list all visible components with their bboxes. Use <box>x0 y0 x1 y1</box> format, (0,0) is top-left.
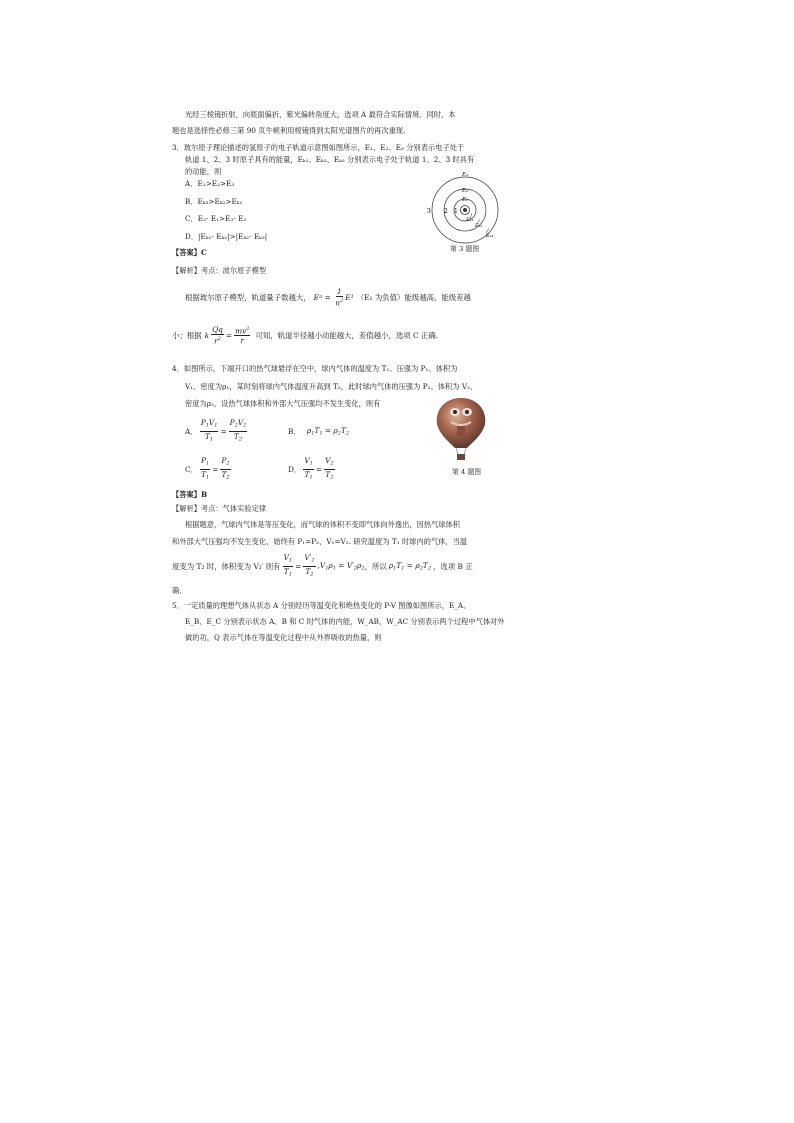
q3-analysis-2-post: 可知，轨道半径越小动能越大，差值越小，选项 C 正确. <box>255 330 439 340</box>
q4-option-b-label: B． <box>288 427 301 436</box>
q4-analysis-line-4: 确． <box>172 586 187 595</box>
intro-line-1: 光经三棱镜折射，向底面偏折，紫光偏转角度大，选项 A 最符合实际情境．同时，本 <box>185 110 456 119</box>
q3-option-d: D．|Eₖ₁- Eₖ₂|>|Eₖ₂- Eₖ₃| <box>185 232 268 241</box>
q3-stem-line-2: 轨道 1、2、3 时原子具有的能量，Eₖ₁、Eₖ₂、Eₖ₃ 分别表示电子处于轨道 1、2、3 时具有 <box>185 155 475 164</box>
label-e1: E₁ <box>462 197 469 203</box>
label-n3: 3 <box>427 208 431 215</box>
balloon-pupil-left <box>453 410 457 414</box>
q4-analysis-line-1: 根据题意，气球内气体是等压变化，而气球的体积不变即气体向外逸出，因热气球体积 <box>185 520 461 529</box>
q4-stem-line-3: 密度为ρ₂，设热气球体积和外部大气压强均不发生变化，则有 <box>185 399 381 408</box>
balloon-panel <box>457 426 465 436</box>
q4-figure-caption: 第 4 题图 <box>452 468 482 476</box>
q3-analysis-line-2 <box>172 325 438 345</box>
q3-stem-line-1: 3．玻尔原子理论描述的氢原子的电子轨道示意图如图所示，E₁、E₂、E₃ 分别表示电子处于 <box>172 143 465 152</box>
q3-analysis-line-1 <box>185 287 471 307</box>
q4-analysis-3-post: ，选项 B 正 <box>433 561 473 571</box>
q4-option-c: C． $\frac{P_1}{T_1}$ = $\frac{P_2}{T_2}$ <box>185 456 230 480</box>
q4-answer: 【答案】B <box>172 490 208 499</box>
q4-option-b: B． $\rho_1T_1 = \rho_2T_2$ <box>288 426 350 437</box>
q4-option-d-label: D． <box>288 464 302 474</box>
balloon-envelope <box>437 398 486 448</box>
q4-stem-line-1: 4．如图所示，下端开口的热气球悬浮在空中，球内气体的温度为 T₁、压强为 P₁、体积为 <box>172 364 458 373</box>
q3-option-a: A．E₁>E₂>E₃ <box>185 179 235 188</box>
q4-option-a: A． $\frac{P_1V_1}{T_1}$ = $\frac{P_2V_2}{T_2}$ <box>185 418 247 442</box>
label-ek3: Eₖ₃ <box>486 233 494 239</box>
q3-analysis-title: 【解析】考点：波尔原子模型 <box>172 266 267 275</box>
q3-analysis-2-pre: 小；根据 <box>172 330 202 340</box>
q4-option-d: D． $\frac{V_1}{T_1}$ = $\frac{V_2}{T_2}$ <box>288 456 334 480</box>
q4-analysis-line-3: 度变为 T₂ 时，体积变为 V₂′ 则有 $\frac{V_1}{T_1}$ = $\frac{V'_2}{T_2}$ $,V_1\rho_1 = V'_2\rho_2$ ，所以 $\rho_1T_1 = \rho_2T_2$ ，选项 B 正 <box>172 553 473 577</box>
q4-analysis-3-mid: ，所以 <box>364 561 387 571</box>
intro-line-2: 题也是选择性必修三第 90 页牛顿利用棱镜得到太阳光谱图片的再次重现. <box>172 126 406 135</box>
label-n2: 2 <box>444 208 448 215</box>
balloon-rope-right <box>464 448 466 454</box>
q4-stem-line-2: V₁、密度为ρ₁，某时刻将球内气体温度升高到 T₂，此时球内气体的压强为 P₂、体积为 V₂、 <box>185 382 478 391</box>
q3-analysis-1-post: （E₁ 为负值）能级越高，能级差越 <box>356 292 471 302</box>
q4-analysis-line-2: 和外部大气压强均不发生变化，始终有 P₁=P₂，V₁=V₂. 研究温度为 T₁ 时球内的气体，当温 <box>172 537 468 546</box>
label-ek2: Eₖ₂ <box>475 223 483 229</box>
q5-stem-line-3: 做的功，Q 表示气体在等温变化过程中从外界吸收的热量，则 <box>185 633 382 642</box>
q5-stem-line-2: E_B、E_C 分别表示状态 A、B 和 C 时气体的内能，W_AB、W_AC 分别表示两个过程中气体对外 <box>185 617 505 626</box>
q4-option-c-label: C． <box>185 464 199 474</box>
q4-option-a-label: A． <box>185 426 198 436</box>
label-ek1: Eₖ₁ <box>466 217 474 223</box>
balloon-rope-left <box>456 448 458 454</box>
nucleus <box>463 208 467 212</box>
q3-figure-caption: 第 3 题图 <box>450 245 480 253</box>
hot-air-balloon-image <box>433 396 489 462</box>
energy-level-formula: E n = $\frac{1}{n^2}$ E 1 <box>313 287 354 308</box>
q3-option-b: B．Eₖ₃>Eₖ₂>Eₖ₁ <box>185 197 243 206</box>
q3-answer: 【答案】C <box>172 248 207 257</box>
q3-option-c: C．E₂- E₁>E₃- E₂ <box>185 214 247 223</box>
q5-stem-line-1: 5．一定质量的理想气体从状态 A 分别经历等温变化和绝热变化的 P-V 图像如图所示，E_A、 <box>172 601 471 610</box>
label-e2: E₂ <box>462 188 469 194</box>
q4-analysis-3-pre: 度变为 T₂ 时，体积变为 V₂′ 则有 <box>172 561 281 571</box>
q4-analysis-title: 【解析】考点：气体实验定律 <box>172 504 267 513</box>
label-n1: 1 <box>454 208 458 215</box>
balloon-basket <box>457 454 465 460</box>
q3-analysis-1-pre: 根据玻尔原子模型，轨道量子数越大， <box>185 292 311 302</box>
q3-stem-line-3: 的动能，则 <box>185 167 222 176</box>
bohr-orbit-diagram <box>425 170 515 250</box>
label-e3: E₃ <box>462 172 469 178</box>
balloon-pupil-right <box>465 410 469 414</box>
coulomb-force-formula: k $\frac{Qq}{r^2}$ = $\frac{mv^2}{r}$ <box>204 325 250 346</box>
